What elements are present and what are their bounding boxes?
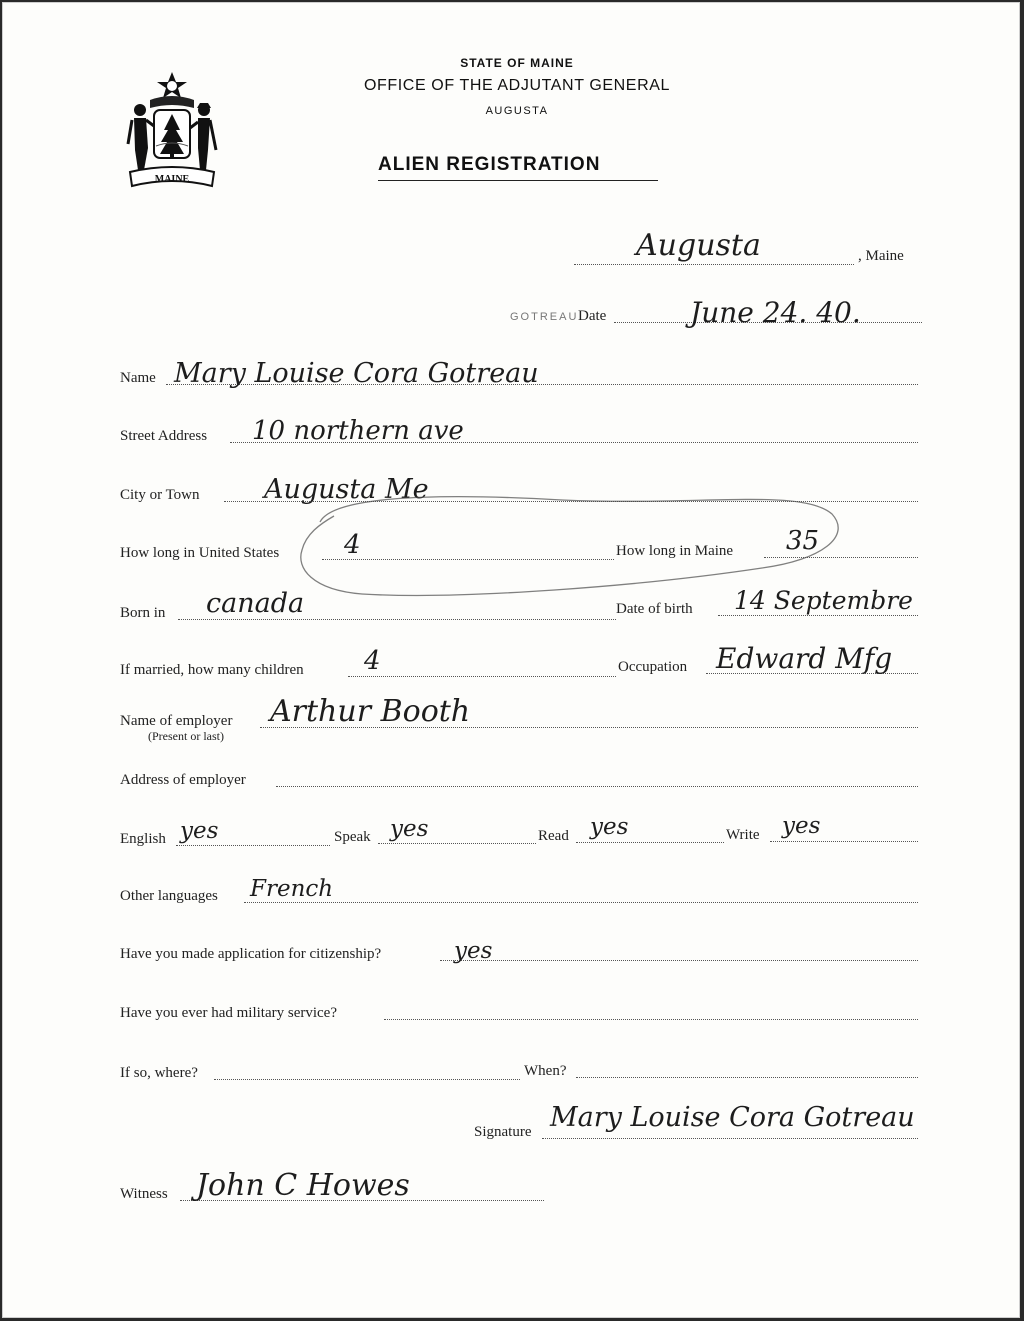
office-heading: OFFICE OF THE ADJUTANT GENERAL: [363, 77, 671, 94]
military-label: Have you ever had military service?: [120, 1005, 337, 1021]
maine-suffix: , Maine: [858, 248, 904, 264]
dob-label: Date of birth: [616, 601, 693, 617]
years-maine-label: How long in Maine: [616, 543, 734, 559]
registration-form-page: [2, 2, 1020, 1318]
children-label: If married, how many children: [120, 662, 304, 678]
street-value[interactable]: 10 northern ave: [252, 416, 464, 446]
dob-value[interactable]: 14 Septembre: [734, 586, 913, 615]
years-us-value[interactable]: 4: [344, 530, 361, 560]
name-value[interactable]: Mary Louise Cora Gotreau: [174, 358, 539, 389]
employer-label: Name of employer: [120, 713, 233, 729]
citizenship-label: Have you made application for citizenship?: [120, 946, 382, 962]
signature-label: Signature: [474, 1124, 532, 1140]
read-value[interactable]: yes: [590, 814, 629, 840]
employer-value[interactable]: Arthur Booth: [270, 694, 471, 729]
employer-address-label: Address of employer: [120, 772, 246, 788]
witness-value[interactable]: John C Howes: [196, 1168, 410, 1203]
citizenship-value[interactable]: yes: [454, 938, 493, 964]
when-label: When?: [524, 1063, 567, 1079]
city-value[interactable]: Augusta Me: [264, 474, 429, 505]
occupation-label: Occupation: [618, 659, 688, 675]
english-label: English: [120, 831, 166, 847]
english-value[interactable]: yes: [180, 818, 219, 844]
city-label: City or Town: [120, 487, 200, 503]
years-us-label: How long in United States: [120, 545, 280, 561]
form-title: ALIEN REGISTRATION: [378, 154, 601, 175]
children-value[interactable]: 4: [364, 646, 381, 676]
speak-label: Speak: [334, 829, 371, 845]
other-languages-label: Other languages: [120, 888, 218, 904]
place-value[interactable]: Augusta: [636, 228, 761, 263]
signature-value[interactable]: Mary Louise Cora Gotreau: [550, 1102, 915, 1133]
speak-value[interactable]: yes: [390, 816, 429, 842]
name-label: Name: [120, 370, 156, 386]
witness-label: Witness: [120, 1186, 168, 1202]
years-maine-value[interactable]: 35: [786, 526, 820, 556]
read-label: Read: [538, 828, 569, 844]
surname-stamp: GOTREAU: [510, 311, 579, 323]
city-heading: AUGUSTA: [485, 105, 549, 117]
born-in-value[interactable]: canada: [206, 588, 305, 619]
born-in-label: Born in: [120, 605, 166, 621]
employer-sublabel: (Present or last): [148, 729, 224, 743]
street-label: Street Address: [120, 428, 208, 444]
svg-text:MAINE: MAINE: [154, 174, 190, 185]
occupation-value[interactable]: Edward Mfg: [716, 642, 893, 675]
pen-loop-mark: [2, 2, 1020, 1318]
date-value[interactable]: June 24. 40.: [690, 296, 861, 329]
date-label: Date: [578, 308, 607, 324]
write-value[interactable]: yes: [782, 813, 821, 839]
other-languages-value[interactable]: French: [250, 876, 334, 902]
write-label: Write: [726, 827, 760, 843]
state-heading: STATE OF MAINE: [460, 56, 574, 70]
where-label: If so, where?: [120, 1065, 198, 1081]
